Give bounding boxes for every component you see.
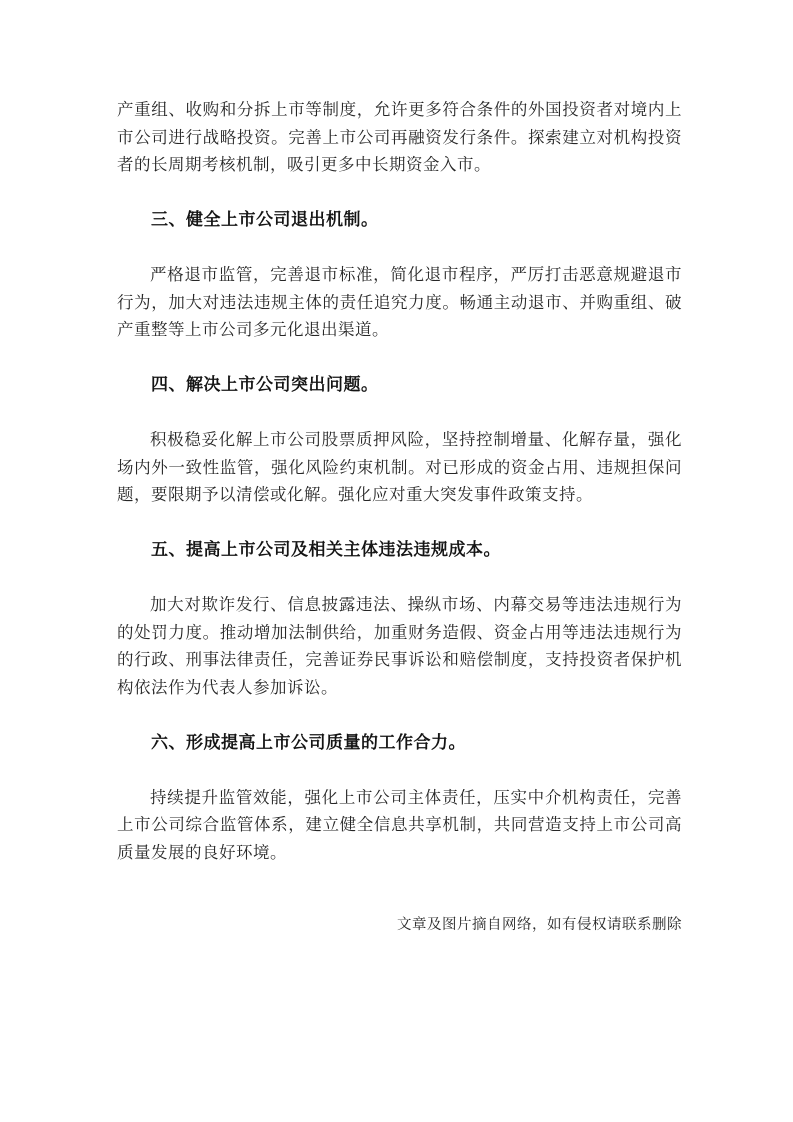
section-body-4: 积极稳妥化解上市公司股票质押风险，坚持控制增量、化解存量，强化场内外一致性监管，强化风险约束机制。对已形成的资金占用、违规担保问题，要限期予以清偿或化解。强化应对重大突发事件政策支持。 (117, 430, 682, 504)
intro-paragraph: 产重组、收购和分拆上市等制度，允许更多符合条件的外国投资者对境内上市公司进行战略投资。完善上市公司再融资发行条件。探索建立对机构投资者的长周期考核机制，吸引更多中长期资金入市。 (117, 100, 682, 174)
section-heading-6: 六、形成提高上市公司质量的工作合力。 (151, 732, 466, 752)
source-attribution-note: 文章及图片摘自网络，如有侵权请联系删除 (397, 917, 682, 933)
section-body-6: 持续提升监管效能，强化上市公司主体责任，压实中介机构责任，完善上市公司综合监管体系，建立健全信息共享机制，共同营造支持上市公司高质量发展的良好环境。 (117, 787, 682, 862)
section-heading-5: 五、提高上市公司及相关主体违法违规成本。 (151, 540, 501, 559)
section-heading-3: 三、健全上市公司退出机制。 (151, 210, 379, 229)
section-body-5: 加大对欺诈发行、信息披露违法、操纵市场、内幕交易等违法违规行为的处罚力度。推动增加法制供给，加重财务造假、资金占用等违法违规行为的行政、刑事法律责任，完善证券民事诉讼和赔偿制度，支持投资者保护机构依法作为代表人参加诉讼。 (117, 595, 682, 697)
section-heading-4: 四、解决上市公司突出问题。 (151, 375, 379, 394)
document-content (117, 96, 682, 940)
section-body-3: 严格退市监管，完善退市标准，简化退市程序，严厉打击恶意规避退市行为，加大对违法违规主体的责任追究力度。畅通主动退市、并购重组、破产重整等上市公司多元化退出渠道。 (117, 265, 682, 339)
